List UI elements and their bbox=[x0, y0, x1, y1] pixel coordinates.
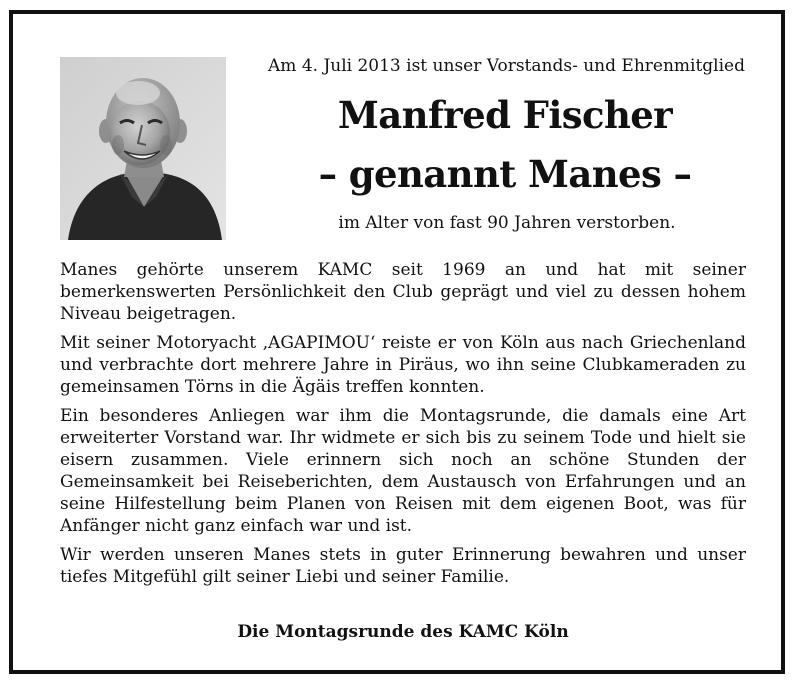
deceased-name: Manfred Fischer bbox=[337, 93, 673, 137]
signature: Die Montagsrunde des KAMC Köln bbox=[237, 622, 569, 642]
portrait-photo bbox=[60, 57, 226, 240]
deceased-nickname: – genannt Manes – bbox=[318, 152, 692, 196]
age-line: im Alter von fast 90 Jahren verstorben. bbox=[338, 213, 676, 233]
intro-line: Am 4. Juli 2013 ist unser Vorstands- und Ehrenmitglied bbox=[268, 56, 745, 76]
notice-body bbox=[60, 259, 746, 588]
paragraph-montagsrunde: Ein besonderes Anliegen war ihm die Montagsrunde, die damals eine Art erweiterter Vorstand war. Ihr widmete er sich bis zu seinem Tode und hielt sie eisern zusammen. Viele erinnern sich noch an schöne Stunden der Gemeinsamkeit bei Reiseberichten, dem Austausch von Erfahrungen und an seine Hilfestellung beim Planen von Reisen mit dem eigenen Boot, was für Anfänger nicht ganz einfach war und ist. bbox=[60, 406, 746, 536]
obituary-notice bbox=[9, 10, 785, 674]
paragraph-membership: Manes gehörte unserem KAMC seit 1969 an und hat mit seiner bemerkenswerten Persönlichkeit den Club geprägt und viel zu dessen hohem Niveau beigetragen. bbox=[60, 260, 746, 324]
portrait-image bbox=[60, 57, 226, 240]
paragraph-yacht: Mit seiner Motoryacht ‚AGAPIMOU‘ reiste er von Köln aus nach Griechenland und verbrachte dort mehrere Jahre in Piräus, wo ihn seine Clubkameraden zu gemeinsamen Törns in die Ägäis treffen konnten. bbox=[60, 333, 746, 397]
paragraph-remembrance: Wir werden unseren Manes stets in guter Erinnerung bewahren und unser tiefes Mitgefühl gilt seiner Liebi und seiner Familie. bbox=[60, 545, 746, 587]
